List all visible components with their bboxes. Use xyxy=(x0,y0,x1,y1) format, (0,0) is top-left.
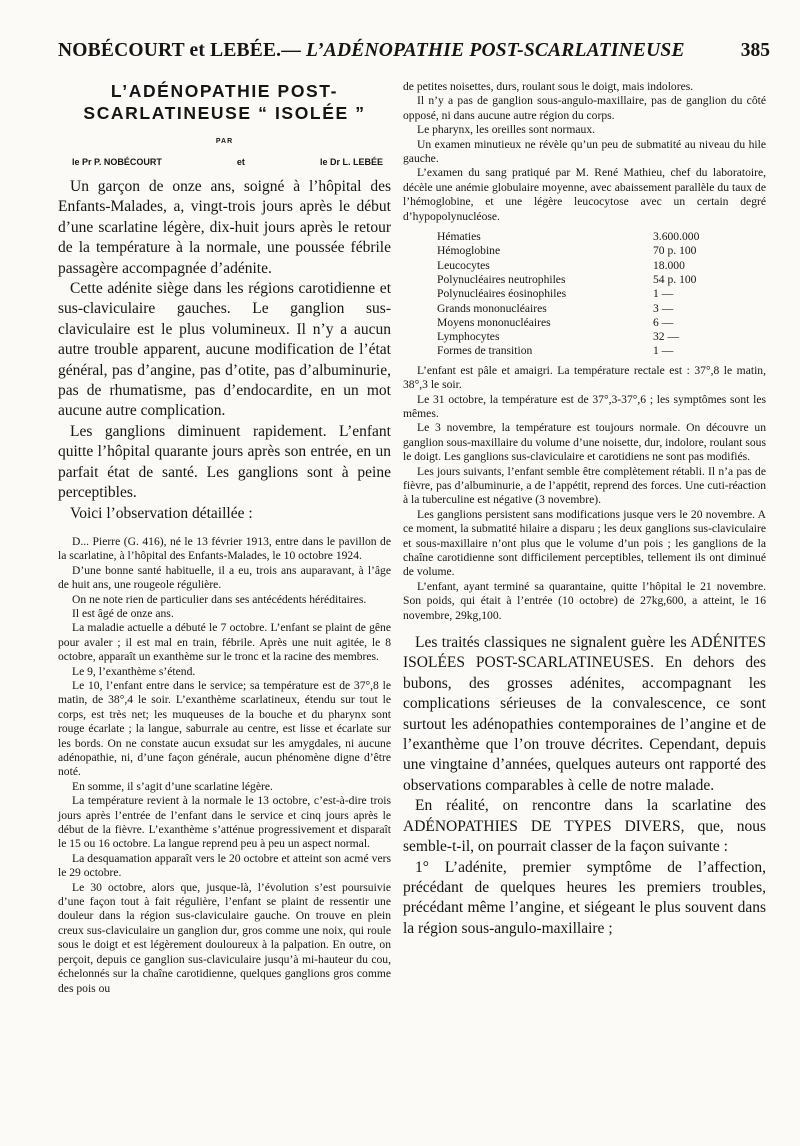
table-value: 6 — xyxy=(653,315,674,329)
left-column xyxy=(58,80,391,996)
table-label: Lymphocytes xyxy=(437,330,500,344)
table-label: Polynucléaires éosinophiles xyxy=(437,287,567,301)
observation-paragraph: de petites noisettes, durs, roulant sous le doigt, mais indolores. xyxy=(403,80,694,93)
observation-paragraph: Le 3 novembre, la température est toujours normale. On découvre un ganglion sous-maxillaire du volume d’une noisette, dur, indolore, roulant sous le doigt. Les ganglions sus-claviculaire et carotidiens ne sont pas modifiés. xyxy=(403,421,766,464)
authors xyxy=(72,156,383,168)
observation-text xyxy=(58,535,391,996)
observation-paragraph: Le 30 octobre, alors que, jusque-là, l’évolution s’est poursuivie d’une façon tout à fait régulière, l’enfant se plaint de ressentir une douleur dans la région sus-claviculaire gauche. On trouve en plein creux sus-claviculaire un ganglion dur, gros comme une noix, qui roule sous le doigt et est légèrement douloureux à la palpation. En outre, on perçoit, depuis ce ganglion sus-claviculaire jusqu’à mi-hauteur du cou, échelonnés sur la chaîne carotidienne, quelques ganglions gros comme des pois ou xyxy=(58,880,391,995)
table-row xyxy=(437,230,717,244)
observation-paragraph: Les ganglions persistent sans modifications jusque vers le 20 novembre. A ce moment, la submatité hilaire a disparu ; les deux ganglions sus-claviculaire et sous-maxillaire n’ont plus que le volume d’un pois ; les ganglions de la chaîne carotidienne sont difficilement perceptibles, tellement ils ont diminué de volume. xyxy=(403,507,766,579)
author-1: le Pr P. NOBÉCOURT xyxy=(72,157,162,167)
running-header xyxy=(58,40,770,70)
table-row xyxy=(437,330,717,344)
table-value: 1 — xyxy=(653,287,674,301)
table-row xyxy=(437,287,717,301)
observation-paragraph: La température revient à la normale le 13 octobre, c’est-à-dire trois jours après l’entrée de l’enfant dans le service et cinq jours après le début de la fièvre. L’exanthème s’atténue progressivement et disparaît le 15 ou 16 octobre. La langue reprend peu à peu un aspect normal. xyxy=(58,794,391,851)
running-head-authors: NOBÉCOURT et LEBÉE.— xyxy=(58,40,307,61)
author-2: le Dr L. LEBÉE xyxy=(319,157,383,167)
observation-followup xyxy=(403,364,766,623)
observation-paragraph: Le 10, l’enfant entre dans le service; sa température est de 37°,8 le matin, de 38°,4 le soir. L’exanthème scarlatineux, étendu sur tout le corps, est très net; les muqueuses de la bouche et du pharynx sont rouge écarlate ; la langue, saburrale au centre, est lisse et écarlate sur les bords. On ne constate aucun exsudat sur les amygdales, ni aucune adénopathie, ni, d’une façon générale, aucun phénomène digne d’être noté. xyxy=(58,678,391,779)
table-label: Moyens mononucléaires xyxy=(437,315,551,329)
page-number: 385 xyxy=(740,40,770,61)
by-line: PAR xyxy=(215,138,234,145)
intro-paragraph: Voici l’observation détaillée : xyxy=(70,504,253,522)
table-label: Hématies xyxy=(437,230,481,244)
discussion-paragraph: En réalité, on rencontre dans la scarlatine des ADÉNOPATHIES DE TYPES DIVERS, que, nous semble-t-il, on pourrait classer de la façon suivante : xyxy=(403,797,766,856)
intro-paragraph: Les ganglions diminuent rapidement. L’enfant quitte l’hôpital quarante jours après son entrée, en un parfait état de santé. Les ganglions sont à peine perceptibles. xyxy=(58,422,391,502)
table-row xyxy=(437,273,717,287)
observation-paragraph: D... Pierre (G. 416), né le 13 février 1913, entre dans le pavillon de la scarlatine, à l’hôpital des Enfants-Malades, le 10 octobre 1924. xyxy=(58,534,391,563)
article-title xyxy=(58,80,391,124)
discussion-text xyxy=(403,633,766,939)
table-value: 18.000 xyxy=(653,258,685,272)
observation-paragraph: On ne note rien de particulier dans ses antécédents héréditaires. xyxy=(72,592,367,606)
table-label: Leucocytes xyxy=(437,258,490,272)
table-value: 70 p. 100 xyxy=(653,244,697,258)
table-label: Formes de transition xyxy=(437,344,533,358)
observation-paragraph: La maladie actuelle a débuté le 7 octobre. L’enfant se plaint de gêne pour avaler ; il est mal en train, fébrile. Après une nuit agitée, le 8 octobre, apparaît un exanthème sur le tronc et la racine des membres. xyxy=(58,621,391,664)
table-row xyxy=(437,302,717,316)
observation-paragraph: Il est âgé de onze ans. xyxy=(72,606,174,620)
observation-paragraph: D’une bonne santé habituelle, il a eu, trois ans auparavant, à l’âge de huit ans, une rougeole régulière. xyxy=(58,563,391,592)
observation-paragraph: Le 31 octobre, la température est de 37°,3-37°,6 ; les symptômes sont les mêmes. xyxy=(403,392,766,420)
table-row xyxy=(437,259,717,273)
title-line-1: L’ADÉNOPATHIE POST- xyxy=(110,81,339,101)
right-column xyxy=(403,80,766,939)
observation-paragraph: Il n’y a pas de ganglion sous-angulo-maxillaire, pas de ganglion du côté opposé, ni dans aucune autre région du corps. xyxy=(403,94,766,122)
table-label: Hémoglobine xyxy=(437,244,501,258)
observation-paragraph: Le 9, l’exanthème s’étend. xyxy=(72,664,196,678)
intro-paragraph: Cette adénite siège dans les régions carotidienne et sus-claviculaire gauches. Le ganglion sus-claviculaire est le plus volumineux. Il n’y a aucun autre trouble apparent, aucune modification de l’état général, pas d’angine, pas d’otite, pas d’albuminurie, pas de rhumatisme, pas d’endocardite, en un mot aucune autre complication. xyxy=(58,280,391,420)
observation-continued xyxy=(403,80,766,224)
table-label: Polynucléaires neutrophiles xyxy=(437,272,566,286)
intro-paragraph: Un garçon de onze ans, soigné à l’hôpital des Enfants-Malades, a, vingt-trois jours après le début d’une scarlatine légère, dix-huit jours après le retour de la température à la normale, une poussée fébrile passagère accompagnée d’adénite. xyxy=(58,178,391,277)
running-head xyxy=(58,40,685,62)
author-and: et xyxy=(236,157,245,167)
table-value: 3 — xyxy=(653,301,674,315)
observation-paragraph: La desquamation apparaît vers le 20 octobre et atteint son acmé vers le 29 octobre. xyxy=(58,851,391,880)
title-line-2: SCARLATINEUSE “ ISOLÉE ” xyxy=(83,103,366,123)
observation-paragraph: Le pharynx, les oreilles sont normaux. xyxy=(417,123,596,137)
table-row xyxy=(437,344,717,358)
observation-paragraph: L’enfant, ayant terminé sa quarantaine, quitte l’hôpital le 21 novembre. Son poids, qui était à l’entrée (10 octobre) de 27kg,600, a atteint, le 16 novembre, 29kg,100. xyxy=(403,579,766,622)
table-value: 32 — xyxy=(653,330,680,344)
observation-paragraph: Un examen minutieux ne révèle qu’un peu de submatité au niveau du hile gauche. xyxy=(403,137,766,166)
running-head-title: L’ADÉNOPATHIE POST-SCARLATINEUSE xyxy=(306,40,685,61)
table-label: Grands mononucléaires xyxy=(437,301,547,315)
discussion-paragraph: Les traités classiques ne signalent guère les ADÉNITES ISOLÉES POST-SCARLATINEUSES. En dehors des bubons, des grosses adénites, accompagnant les complications sérieuses de la convalescence, ce sont surtout les adénopathies contemporaines de l’angine et de l’exanthème que l’on trouve décrites. Cependant, depuis une vingtaine d’années, quelques auteurs ont rapporté des observations comparables à celle de notre malade. xyxy=(403,634,766,794)
table-value: 1 — xyxy=(653,344,674,358)
table-row xyxy=(437,244,717,258)
table-row xyxy=(437,316,717,330)
table-value: 54 p. 100 xyxy=(653,272,697,286)
intro-text xyxy=(58,177,391,524)
blood-count-table xyxy=(437,230,717,359)
table-value: 3.600.000 xyxy=(653,230,700,244)
discussion-paragraph: 1° L’adénite, premier symptôme de l’affection, précédant de quelques heures les premiers troubles, précédant même l’angine, et siégeant le plus souvent dans la région sous-angulo-maxillaire ; xyxy=(403,858,766,937)
observation-paragraph: L’enfant est pâle et amaigri. La température rectale est : 37°,8 le matin, 38°,3 le soir. xyxy=(403,363,766,392)
observation-paragraph: Les jours suivants, l’enfant semble être complètement rétabli. Il n’a pas de fièvre, pas d’albuminurie, a de l’appétit, reprend des forces. Une cuti-réaction à la tuberculine est négative (3 novembre). xyxy=(403,464,766,507)
observation-paragraph: L’examen du sang pratiqué par M. René Mathieu, chef du laboratoire, décèle une anémie globulaire moyenne, avec abaissement parallèle du taux de l’hémoglobine, et une légère leucocytose avec un certain degré d’hypopolynucléose. xyxy=(403,166,766,223)
observation-paragraph: En somme, il s’agit d’une scarlatine légère. xyxy=(72,779,273,793)
